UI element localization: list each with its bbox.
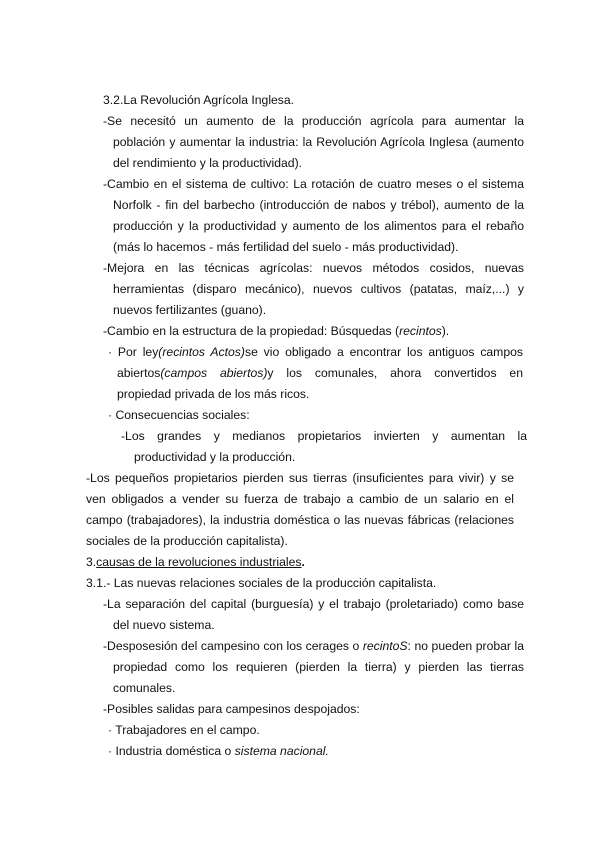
property-structure-emphasis: recintos (399, 324, 442, 338)
enclosure-emphasis-acts: (recintos Actos) (158, 345, 245, 359)
section-heading-3-2: 3.2.La Revolución Agrícola Inglesa. (103, 93, 295, 107)
dispossession-text-start: -Desposesión del campesino con los cerages o (103, 639, 363, 653)
list-item-dispossession (103, 636, 524, 699)
sub-item-field-workers: · Trabajadores en el campo. (108, 723, 260, 737)
enclosure-text-middle: se vio obligado a encontrar los antiguos campos abiertos (117, 345, 523, 380)
enclosure-emphasis-open-fields: (campos abiertos) (160, 366, 268, 380)
sub-sub-item-large-owners: -Los grandes y medianos propietarios invierten y aumentan la productividad y la producción. (121, 429, 527, 464)
dispossession-text-end: : no pueden probar la propiedad como los requieren (pierden la tierra) y pierden las tierras comunales. (113, 639, 524, 695)
dispossession-emphasis: recintoS (362, 639, 408, 653)
section-heading-3 (86, 552, 514, 573)
sub-item-enclosure-acts (108, 342, 523, 405)
sub-item-social-consequences: · Consecuencias sociales: (108, 408, 250, 422)
section-heading-3-1: 3.1.- Las nuevas relaciones sociales de la producción capitalista. (86, 576, 437, 590)
domestic-industry-text: · Industria doméstica o (108, 744, 235, 758)
section-3-number: 3. (86, 555, 97, 569)
list-item-agricultural-techniques: -Mejora en las técnicas agrícolas: nuevos métodos cosidos, nuevas herramientas (disparo mecánico), nuevos cultivos (patatas, maíz,...) y nuevos fertilizantes (guano). (103, 261, 524, 317)
list-item-possible-outlets: -Posibles salidas para campesinos despojados: (103, 702, 360, 716)
section-3-title: causas de la revoluciones industriales (96, 555, 302, 569)
enclosure-text-end: y los comunales, ahora convertidos en propiedad privada de los más ricos. (117, 366, 523, 401)
section-3-period: . (301, 555, 305, 569)
property-structure-end: ). (441, 324, 450, 338)
property-structure-text: -Cambio en la estructura de la propiedad: Búsquedas ( (103, 324, 400, 338)
paragraph-small-owners: -Los pequeños propietarios pierden sus tierras (insuficientes para vivir) y se ven obligados a vender su fuerza de trabajo a cambio de un salario en el campo (trabajadores), la industria doméstica o las nuevas fábricas (relaciones sociales de la producción capitalista). (86, 471, 514, 548)
enclosure-text-start: · Por ley (108, 345, 159, 359)
list-item-property-structure (103, 321, 524, 342)
list-item-agricultural-revolution: -Se necesitó un aumento de la producción agrícola para aumentar la población y aumentar la industria: la Revolución Agrícola Inglesa (aumento del rendimiento y la productividad). (103, 114, 524, 170)
domestic-industry-emphasis: sistema nacional. (234, 744, 329, 758)
list-item-capital-labor: -La separación del capital (burguesía) y el trabajo (proletariado) como base del nuevo sistema. (103, 597, 524, 632)
list-item-crop-rotation: -Cambio en el sistema de cultivo: La rotación de cuatro meses o el sistema Norfolk - fin del barbecho (introducción de nabos y trébol), aumento de la producción y la productividad y aumento de los alimentos para el rebaño (más lo hacemos - más fertilidad del suelo - más productividad). (103, 177, 524, 254)
sub-item-domestic-industry (108, 741, 514, 762)
